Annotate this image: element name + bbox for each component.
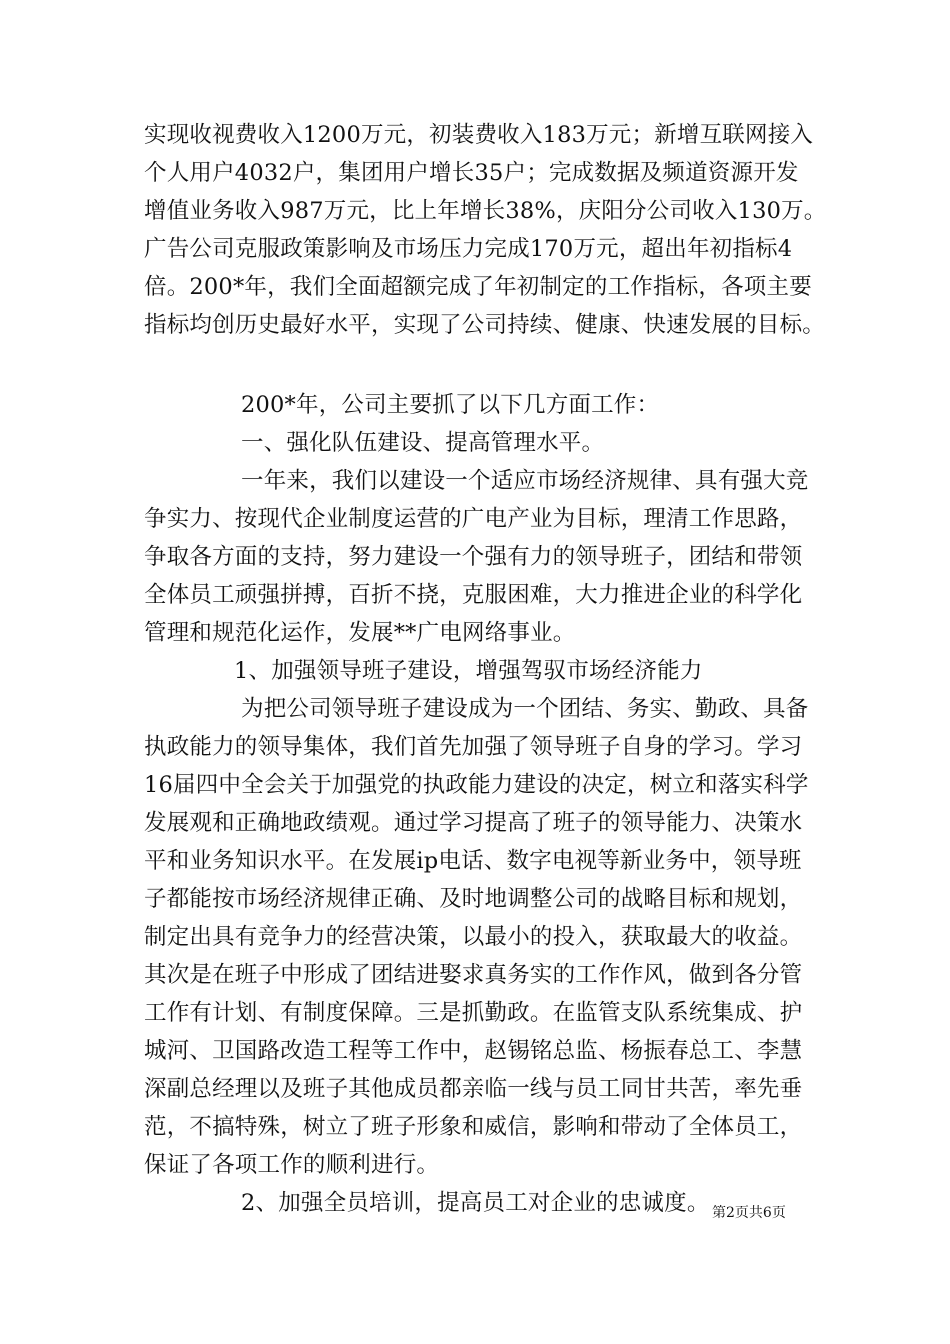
text-line: 个人用户4032户，集团用户增长35户；完成数据及频道资源开发 <box>144 160 799 186</box>
subsection-heading-1 <box>144 652 820 690</box>
text-line: 一年来，我们以建设一个适应市场经济规律、具有强大竞 <box>241 468 809 494</box>
paragraph-work-intro <box>144 386 820 424</box>
text-line: 争取各方面的支持，努力建设一个强有力的领导班子，团结和带领 <box>144 544 803 570</box>
text-line: 发展观和正确地政绩观。通过学习提高了班子的领导能力、决策水 <box>144 810 803 836</box>
paragraph-revenue-summary <box>144 116 827 344</box>
text-line: 全体员工顽强拼搏，百折不挠，克服困难，大力推进企业的科学化 <box>144 582 803 608</box>
text-line: 制定出具有竞争力的经营决策，以最小的投入，获取最大的收益。 <box>144 924 803 950</box>
text-line: 子都能按市场经济规律正确、及时地调整公司的战略目标和规划， <box>144 886 803 912</box>
text-line: 指标均创历史最好水平，实现了公司持续、健康、快速发展的目标。 <box>144 312 826 338</box>
text-line: 执政能力的领导集体，我们首先加强了领导班子自身的学习。学习 <box>144 734 803 760</box>
paragraph-gap <box>144 344 820 386</box>
paragraph-leadership <box>144 690 820 1184</box>
page-number: 第2页共6页 <box>712 1205 786 1221</box>
text-line: 平和业务知识水平。在发展ip电话、数字电视等新业务中，领导班 <box>144 848 802 874</box>
text-line: 16届四中全会关于加强党的执政能力建设的决定，树立和落实科学 <box>144 772 809 798</box>
text-line: 实现收视费收入1200万元，初装费收入183万元；新增互联网接入 <box>144 122 814 148</box>
text-line: 其次是在班子中形成了团结进娶求真务实的工作作风，做到各分管 <box>144 962 803 988</box>
text-line: 增值业务收入987万元，比上年增长38%，庆阳分公司收入130万。 <box>144 198 827 224</box>
text-line: 范，不搞特殊，树立了班子形象和威信，影响和带动了全体员工， <box>144 1114 803 1140</box>
text-line: 城河、卫国路改造工程等工作中，赵锡铭总监、杨振春总工、李慧 <box>144 1038 803 1064</box>
text-line: 工作有计划、有制度保障。三是抓勤政。在监管支队系统集成、护 <box>144 1000 803 1026</box>
text-line: 一、强化队伍建设、提高管理水平。 <box>241 430 605 456</box>
text-line: 管理和规范化运作，发展**广电网络事业。 <box>144 620 576 646</box>
text-line: 争实力、按现代企业制度运营的广电产业为目标，理清工作思路， <box>144 506 803 532</box>
text-line: 倍。200*年，我们全面超额完成了年初制定的工作指标，各项主要 <box>144 274 812 300</box>
text-line: 1、加强领导班子建设，增强驾驭市场经济能力 <box>234 658 703 684</box>
text-line: 为把公司领导班子建设成为一个团结、务实、勤政、具备 <box>241 696 809 722</box>
text-line: 广告公司克服政策影响及市场压力完成170万元，超出年初指标4 <box>144 236 793 262</box>
text-line: 2、加强全员培训，提高员工对企业的忠诚度。 <box>241 1190 710 1216</box>
text-line: 深副总经理以及班子其他成员都亲临一线与员工同甘共苦，率先垂 <box>144 1076 803 1102</box>
section-heading-1 <box>144 424 820 462</box>
text-line: 200*年，公司主要抓了以下几方面工作： <box>241 392 660 418</box>
text-line: 保证了各项工作的顺利进行。 <box>144 1152 440 1178</box>
paragraph-team-building <box>144 462 820 652</box>
document-body <box>144 116 827 1222</box>
